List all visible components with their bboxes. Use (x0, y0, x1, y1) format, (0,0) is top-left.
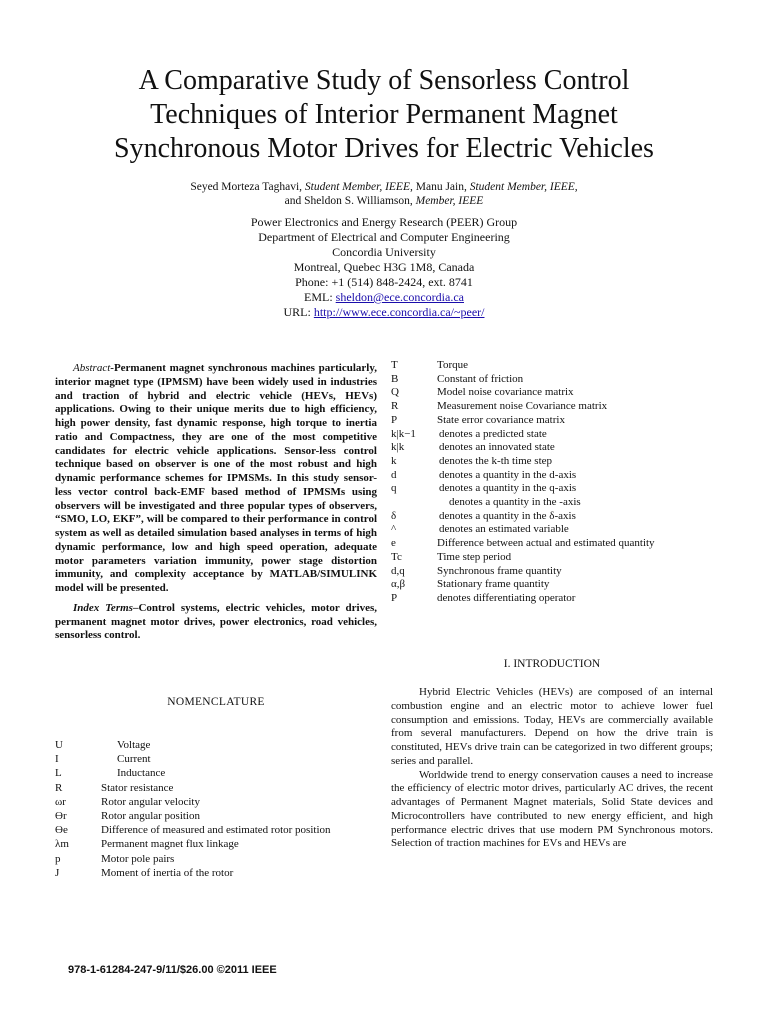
nomenclature-symbol: k|k (391, 441, 405, 454)
index-terms (55, 602, 377, 643)
nomenclature-entry (55, 837, 385, 851)
introduction-heading: I. INTRODUCTION (503, 658, 601, 670)
nomenclature-entry (391, 414, 713, 428)
nomenclature-entry (391, 578, 713, 592)
nomenclature-symbol: q (391, 482, 397, 495)
right-column (391, 359, 713, 606)
nomenclature-entry (391, 482, 713, 496)
author-3-name: and Sheldon S. Williamson, (284, 195, 413, 207)
author-3-role: Member, IEEE (415, 195, 484, 207)
nomenclature-entry (391, 565, 713, 579)
nomenclature-symbol: B (391, 372, 399, 385)
nomenclature-entry (55, 752, 385, 766)
nomenclature-right-list (391, 359, 713, 606)
nomenclature-symbol: P (391, 413, 398, 426)
author-2-name: Manu Jain, (415, 181, 467, 193)
nomenclature-entry (55, 866, 385, 880)
affiliation-phone: Phone: +1 (514) 848-2424, ext. 8741 (295, 275, 473, 289)
nomenclature-description: Stationary frame quantity (437, 578, 550, 591)
nomenclature-symbol: ^ (391, 523, 397, 536)
nomenclature-symbol: δ (391, 509, 397, 522)
nomenclature-description: denotes a quantity in the δ-axis (439, 509, 576, 522)
url-link[interactable]: http://www.ece.concordia.ca/~peer/ (313, 305, 485, 319)
nomenclature-symbol: U (55, 739, 63, 751)
nomenclature-symbol: R (391, 400, 399, 413)
nomenclature-description: Difference between actual and estimated quantity (437, 537, 655, 550)
nomenclature-entry (391, 551, 713, 565)
nomenclature-entry (391, 523, 713, 537)
nomenclature-description: denotes an estimated variable (439, 523, 569, 536)
nomenclature-symbol: Tc (391, 550, 402, 563)
nomenclature-description: Current (117, 753, 151, 766)
copyright-footer: 978-1-61284-247-9/11/$26.00 ©2011 IEEE (68, 964, 277, 976)
nomenclature-entry (55, 738, 385, 752)
abstract (55, 362, 377, 596)
intro-paragraph-1: Hybrid Electric Vehicles (HEVs) are composed of an internal combustion engine and an electric motor to achieve lower fuel consumption and emissions. Today, HEVs are commercially available from several manufacturers. Depend on how the drive train is constituted, HEVs drive train can be categorized in two different groups; series and parallel. (391, 686, 713, 767)
nomenclature-entry (391, 496, 713, 510)
title-line-1: A Comparative Study of Sensorless Control (138, 65, 630, 96)
abstract-text: -Permanent magnet synchronous machines particularly, interior magnet type (IPMSM) have been widely used in industries and traction of hybrid and electric vehicle (HEVs, HEVs) applications. Owing to their unique merits due to high efficiency, high power density, fast dynamic response, high torque to inertia ratio and Compactness, they are one of the most competitive candidates for electric vehicle applications. Sensor-less control technique based on observer is one of the most robust and high dynamic performance schemes for IPMSMs. In this study sensor-less vector control back-EMF based method of IPMSMs using observers will be investigated and three popular types of observers, “SMO, LO, EKF”, will be compared to their performance in control system as well as detailed simulation based analyses in terms of high dynamic performance, low and high speed operation, adequate motor parameters variation immunity, power stage distortion immunity, and complexity acceptance by MATLAB/SIMULINK model will be presented. (55, 362, 377, 594)
nomenclature-symbol: λm (55, 838, 69, 851)
abstract-lead: Abstract (73, 362, 111, 374)
affiliation-address: Montreal, Quebec H3G 1M8, Canada (293, 260, 475, 274)
nomenclature-description: Moment of inertia of the rotor (101, 866, 234, 879)
nomenclature-symbol: J (55, 866, 60, 879)
nomenclature-entry (391, 510, 713, 524)
author-2-role: Student Member, IEEE, (469, 181, 578, 193)
nomenclature-entry (55, 766, 385, 780)
nomenclature-entry (391, 373, 713, 387)
nomenclature-description: denotes a predicted state (439, 427, 547, 440)
nomenclature-symbol: α,β (391, 578, 406, 591)
nomenclature-entry (55, 795, 385, 809)
nomenclature-symbol: Q (391, 386, 399, 399)
nomenclature-description: denotes a quantity in the q-axis (439, 482, 577, 495)
nomenclature-heading: NOMENCLATURE (167, 696, 265, 708)
nomenclature-entry (391, 359, 713, 373)
nomenclature-description: Motor pole pairs (101, 852, 175, 865)
nomenclature-entry (391, 537, 713, 551)
nomenclature-symbol: d,q (391, 564, 405, 577)
nomenclature-symbol (391, 496, 439, 510)
title-line-3: Synchronous Motor Drives for Electric Vehicles (114, 133, 654, 164)
author-1-role: Student Member, IEEE, (304, 181, 413, 193)
nomenclature-description: denotes a quantity in the d-axis (439, 468, 577, 481)
nomenclature-description: Difference of measured and estimated rotor position (101, 824, 331, 837)
nomenclature-entry (391, 592, 713, 606)
intro-paragraph-2: Worldwide trend to energy conservation causes a need to increase the efficiency of electric motor drives, particularly AC drives, the recent advantages of Permanent Magnet materials, Solid State devices and Microcontrollers have contributed to new energy efficient, and high performance electric drives that use modern PM Synchronous motors. Selection of traction machines for EVs and HEVs are (391, 768, 713, 850)
nomenclature-left-list (55, 738, 385, 880)
index-terms-text: –Control systems, electric vehicles, motor drives, permanent magnet motor drives, power electronics, road vehicles, sensorless control. (55, 601, 377, 642)
nomenclature-description: denotes differentiating operator (437, 591, 576, 604)
nomenclature-symbol: T (391, 359, 398, 371)
nomenclature-description: Time step period (437, 550, 512, 563)
nomenclature-symbol: L (55, 767, 62, 780)
email-label: EML: (304, 290, 333, 304)
nomenclature-symbol: p (55, 852, 61, 865)
url-label: URL: (283, 305, 311, 319)
nomenclature-description: Rotor angular velocity (101, 795, 200, 808)
left-column (55, 362, 377, 643)
author-1-name: Seyed Morteza Taghavi, (190, 181, 303, 193)
affiliation-department: Department of Electrical and Computer Engineering (258, 230, 510, 244)
nomenclature-entry (391, 386, 713, 400)
nomenclature-description: Stator resistance (101, 781, 174, 794)
affiliation-group: Power Electronics and Energy Research (PEER) Group (250, 215, 518, 229)
nomenclature-symbol: k (391, 454, 397, 467)
nomenclature-description: Inductance (117, 767, 166, 780)
title-line-2: Techniques of Interior Permanent Magnet (150, 99, 618, 130)
nomenclature-description: Permanent magnet flux linkage (101, 838, 239, 851)
nomenclature-description: Model noise covariance matrix (437, 386, 574, 399)
nomenclature-description: State error covariance matrix (437, 413, 565, 426)
nomenclature-entry (55, 809, 385, 823)
nomenclature-entry (391, 441, 713, 455)
nomenclature-symbol: ϴr (55, 810, 67, 823)
nomenclature-description: Synchronous frame quantity (437, 564, 562, 577)
nomenclature-entry (391, 455, 713, 469)
nomenclature-entry (55, 823, 385, 837)
nomenclature-description: Torque (437, 359, 468, 371)
nomenclature-symbol: e (391, 537, 396, 550)
nomenclature-description: Rotor angular position (101, 810, 200, 823)
nomenclature-description: denotes an innovated state (439, 441, 555, 454)
nomenclature-symbol: k|k−1 (391, 427, 416, 440)
nomenclature-entry (391, 428, 713, 442)
nomenclature-description: denotes the k-th time step (439, 454, 553, 467)
nomenclature-entry (55, 781, 385, 795)
affiliation-university: Concordia University (332, 245, 436, 259)
nomenclature-symbol: P (391, 591, 398, 604)
nomenclature-description: Constant of friction (437, 372, 524, 385)
nomenclature-description: Measurement noise Covariance matrix (437, 400, 608, 413)
nomenclature-entry (391, 469, 713, 483)
paper-title (0, 64, 768, 166)
nomenclature-description: denotes a quantity in the -axis (449, 496, 581, 509)
email-link[interactable]: sheldon@ece.concordia.ca (335, 290, 464, 304)
nomenclature-entry (55, 852, 385, 866)
affiliation-block (0, 215, 768, 320)
nomenclature-symbol: R (55, 781, 63, 794)
nomenclature-symbol: ϴe (55, 824, 68, 837)
index-terms-lead: Index Terms (73, 601, 133, 614)
author-list (0, 180, 768, 208)
nomenclature-symbol: d (391, 468, 397, 481)
nomenclature-symbol: ωr (55, 795, 66, 808)
introduction-body (391, 686, 713, 851)
nomenclature-symbol: I (55, 753, 59, 766)
nomenclature-entry (391, 400, 713, 414)
nomenclature-description: Voltage (117, 739, 151, 751)
